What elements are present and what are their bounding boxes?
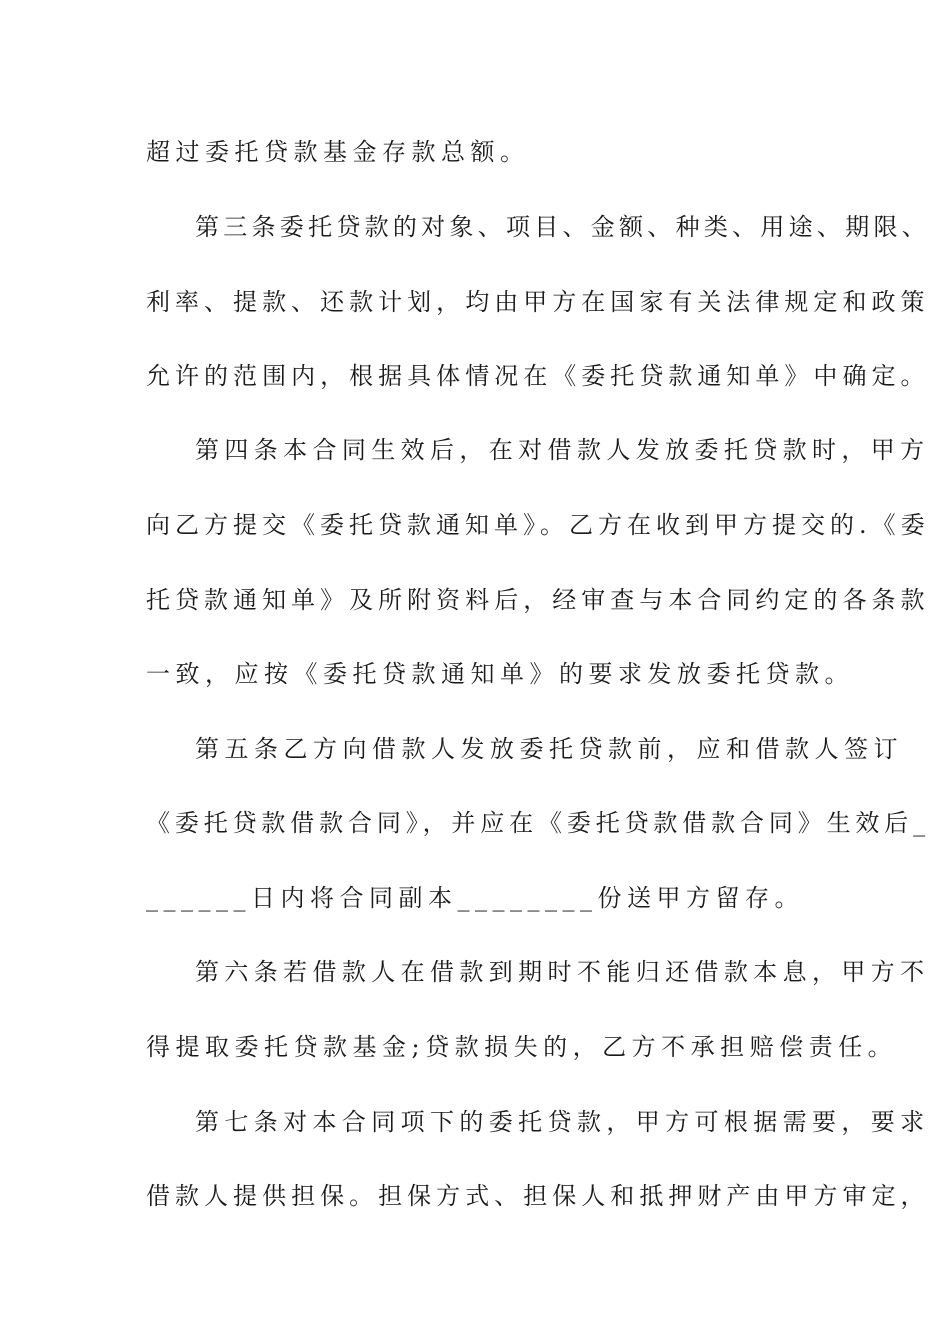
- text-line-1: 超过委托贷款基金存款总额。: [146, 138, 530, 166]
- text-line-4: 允许的范围内，根据具体情况在《委托贷款通知单》中确定。: [146, 362, 930, 390]
- text-line-6: 向乙方提交《委托贷款通知单》。乙方在收到甲方提交的.《委: [146, 511, 930, 539]
- text-line-13: 得提取委托贷款基金;贷款损失的，乙方不承担赔偿责任。: [146, 1033, 898, 1061]
- text-line-15: 借款人提供担保。担保方式、担保人和抵押财产由甲方审定，: [146, 1182, 930, 1210]
- text-line-7: 托贷款通知单》及所附资料后，经审查与本合同约定的各条款: [146, 586, 930, 614]
- text-line-9: 第五条乙方向借款人发放委托贷款前，应和借款人签订: [195, 735, 903, 763]
- text-line-10: 《委托贷款借款合同》，并应在《委托贷款借款合同》生效后_: [146, 809, 930, 837]
- text-line-3: 利率、提款、还款计划，均由甲方在国家有关法律规定和政策: [146, 288, 930, 316]
- text-line-8: 一致，应按《委托贷款通知单》的要求发放委托贷款。: [146, 660, 854, 688]
- text-line-14: 第七条对本合同项下的委托贷款，甲方可根据需要，要求: [195, 1108, 930, 1136]
- text-line-5: 第四条本合同生效后，在对借款人发放委托贷款时，甲方: [195, 436, 930, 464]
- text-line-2: 第三条委托贷款的对象、项目、金额、种类、用途、期限、: [195, 213, 930, 241]
- text-line-12: 第六条若借款人在借款到期时不能归还借款本息，甲方不: [195, 958, 930, 986]
- text-line-11: ______日内将合同副本________份送甲方留存。: [146, 884, 804, 912]
